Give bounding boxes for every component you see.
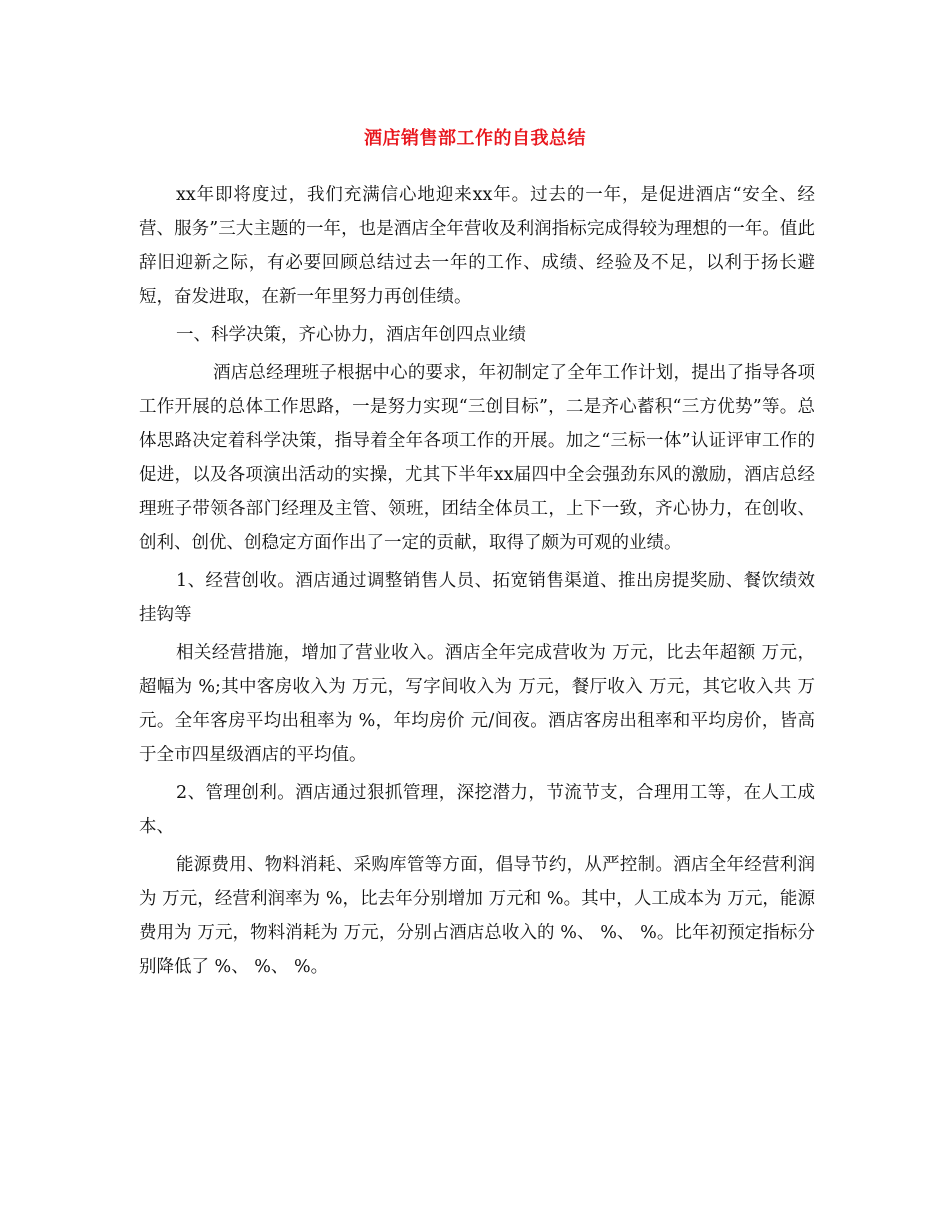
intro-paragraph: xx年即将度过，我们充满信心地迎来xx年。过去的一年，是促进酒店“安全、经营、服务”三大主题的一年，也是酒店全年营收及利润指标完成得较为理想的一年。值此辞旧迎新之际，有必要回顾总结过去一年的工作、成绩、经验及不足，以利于扬长避短，奋发进取，在新一年里努力再创佳绩。 (139, 185, 815, 307)
section-1-paragraph: 酒店总经理班子根据中心的要求，年初制定了全年工作计划，提出了指导各项工作开展的总体工作思路，一是努力实现“三创目标”，二是齐心蓄积“三方优势”等。总体思路决定着科学决策，指导着全年各项工作的开展。加之“三标一体”认证评审工作的促进，以及各项演出活动的实操，尤其下半年xx届四中全会强劲东风的激励，酒店总经理班子带领各部门经理及主管、领班，团结全体员工，上下一致，齐心协力，在创收、创利、创优、创稳定方面作出了一定的贡献，取得了颇为可观的业绩。 (139, 363, 815, 553)
document-body (139, 178, 815, 988)
item-1-heading: 1、经营创收。酒店通过调整销售人员、拓宽销售渠道、推出房提奖励、餐饮绩效挂钩等 (139, 571, 815, 625)
item-2-paragraph: 能源费用、物料消耗、采购库管等方面，倡导节约，从严控制。酒店全年经营利润为 万元，经营利润率为 %，比去年分别增加 万元和 %。其中，人工成本为 万元，能源费用为 万元，物料消耗为 万元，分别占酒店总收入的 %、 %、 %。比年初预定指标分别降低了 %、 %、 %。 (139, 855, 815, 977)
document-title: 酒店销售部工作的自我总结 (364, 128, 586, 149)
section-heading-1: 一、科学决策，齐心协力，酒店年创四点业绩 (176, 325, 526, 345)
item-1-paragraph: 相关经营措施，增加了营业收入。酒店全年完成营收为 万元，比去年超额 万元，超幅为 %;其中客房收入为 万元，写字间收入为 万元，餐厅收入 万元，其它收入共 万元。全年客房平均出租率为 %，年均房价 元/间夜。酒店客房出租率和平均房价，皆高于全市四星级酒店的平均值。 (139, 643, 815, 765)
item-2-heading: 2、管理创利。酒店通过狠抓管理，深挖潜力，节流节支，合理用工等，在人工成本、 (139, 783, 815, 837)
